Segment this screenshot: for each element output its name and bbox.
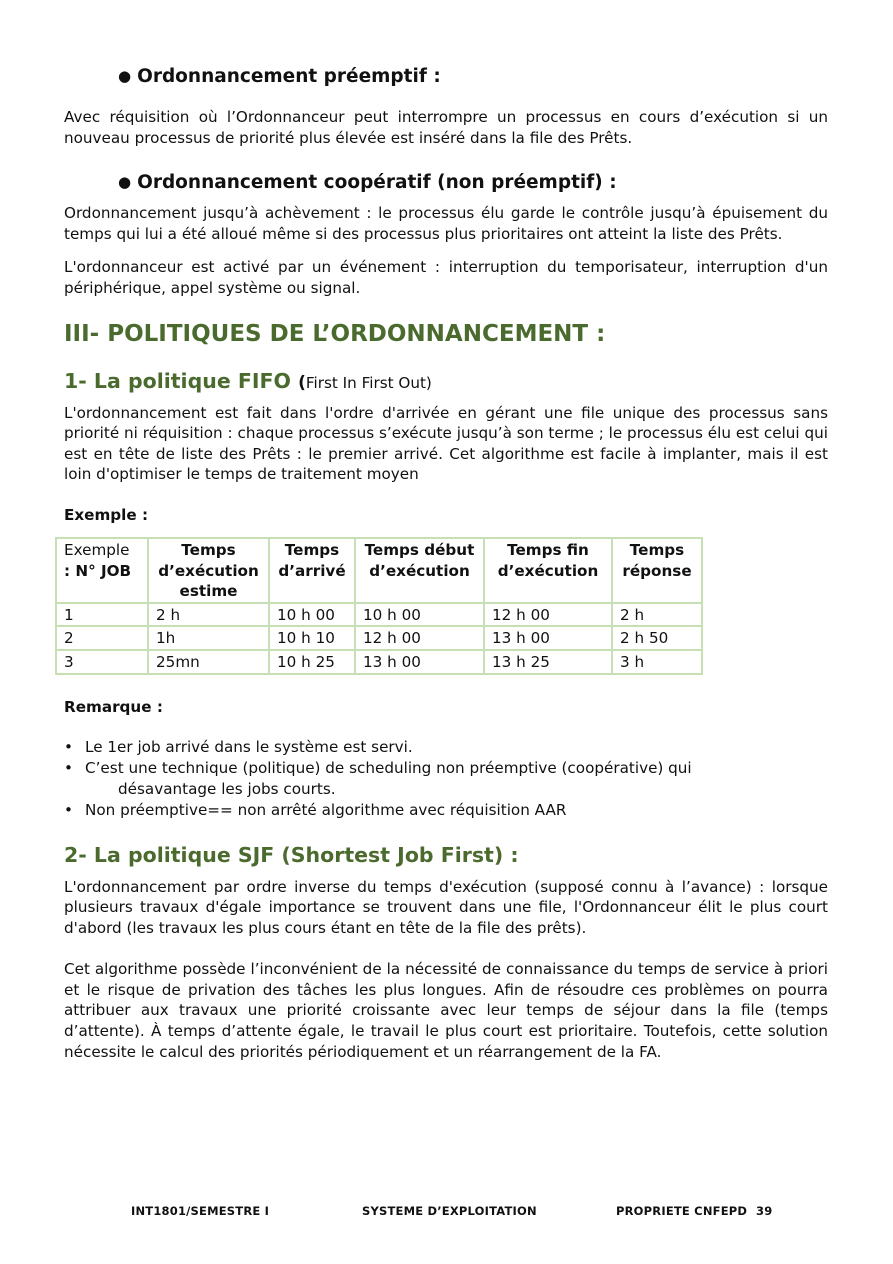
table-cell: 12 h 00 bbox=[355, 626, 484, 650]
paragraph-preemptif: Avec réquisition où l’Ordonnanceur peut interrompre un processus en cours d’exécution si un nouveau processus de priorité plus élevée est inséré dans la file des Prêts. bbox=[64, 108, 828, 147]
bullet-icon: • bbox=[64, 758, 73, 777]
table-header-cell: Temps d’arrivé bbox=[269, 538, 355, 603]
table-cell: 13 h 00 bbox=[355, 650, 484, 674]
page-number: 39 bbox=[756, 1204, 773, 1218]
table-row bbox=[56, 650, 702, 674]
remark-label: Remarque : bbox=[64, 697, 163, 716]
list-item: • Non préemptive== non arrêté algorithme avec réquisition AAR bbox=[64, 800, 567, 819]
table-cell: 25mn bbox=[148, 650, 269, 674]
table-header-cell: Exemple : N° JOB bbox=[56, 538, 148, 603]
table-header-cell: Temps début d’exécution bbox=[355, 538, 484, 603]
table-cell: 2 h bbox=[148, 603, 269, 627]
table-header-cell: Temps d’exécution estime bbox=[148, 538, 269, 603]
table-cell: 3 bbox=[56, 650, 148, 674]
remarks-list bbox=[64, 737, 828, 821]
subsection-title-sjf: 2- La politique SJF (Shortest Job First) : bbox=[64, 842, 519, 867]
table-cell: 13 h 00 bbox=[484, 626, 612, 650]
table-header-cell: Temps fin d’exécution bbox=[484, 538, 612, 603]
table-cell: 2 h 50 bbox=[612, 626, 702, 650]
footer-course: INT1801/SEMESTRE I bbox=[131, 1204, 270, 1218]
table-cell: 10 h 00 bbox=[269, 603, 355, 627]
paragraph-cooperatif-1: Ordonnancement jusqu’à achèvement : le processus élu garde le contrôle jusqu’à épuisement du temps qui lui a été alloué même si des processus plus prioritaires ont atteint la liste des Prêts. bbox=[64, 204, 828, 243]
table-cell: 10 h 25 bbox=[269, 650, 355, 674]
table-cell: 1 bbox=[56, 603, 148, 627]
paragraph-sjf-2: Cet algorithme possède l’inconvénient de la nécessité de connaissance du temps de service à priori et le risque de privation des tâches les plus longues. Afin de résoudre ces problèmes on pourra attribuer aux travaux une priorité croissante avec leur temps de séjour dans la file (temps d’attente). À temps d’attente égale, le travail le plus court est prioritaire. Toutefois, cette solution nécessite le calcul des priorités périodiquement et un réarrangement de la FA. bbox=[64, 960, 828, 1061]
table-header-row bbox=[56, 538, 702, 603]
subsection-title-fifo: 1- La politique FIFO (First In First Out) bbox=[64, 368, 432, 393]
paragraph-sjf-1: L'ordonnancement par ordre inverse du temps d'exécution (supposé connu à l’avance) : lorsque plusieurs travaux d'égale importance se trouvent dans une file, l'Ordonnanceur élit le plus court d'abord (les travaux les plus cours étant en tête de la file des prêts). bbox=[64, 877, 828, 937]
paragraph-fifo: L'ordonnancement est fait dans l'ordre d'arrivée en gérant une file unique des processus sans priorité ni réquisition : chaque processus s’exécute jusqu’à son terme ; le processus élu est celui qui est en tête de liste des Prêts : le premier arrivé. Cet algorithme est facile à implanter, mais il est loin d'optimiser le temps de traitement moyen bbox=[64, 403, 828, 484]
table-header-cell: Temps réponse bbox=[612, 538, 702, 603]
table-cell: 13 h 25 bbox=[484, 650, 612, 674]
bullet-icon: ● bbox=[118, 173, 132, 192]
bullet-icon: ● bbox=[118, 67, 132, 85]
heading-cooperatif: ● Ordonnancement coopératif (non préemptif) : bbox=[118, 172, 617, 194]
bullet-icon: • bbox=[64, 800, 73, 819]
table-row bbox=[56, 626, 702, 650]
footer-owner: PROPRIETE CNFEPD bbox=[616, 1204, 748, 1218]
example-label: Exemple : bbox=[64, 505, 149, 524]
table-cell: 2 h bbox=[612, 603, 702, 627]
fifo-table bbox=[55, 537, 703, 675]
heading-preemptif: ● Ordonnancement préemptif : bbox=[118, 66, 441, 87]
table-cell: 1h bbox=[148, 626, 269, 650]
section-title-politiques: III- POLITIQUES DE L’ORDONNANCEMENT : bbox=[64, 320, 606, 347]
footer-subject: SYSTEME D’EXPLOITATION bbox=[362, 1204, 537, 1218]
table-row bbox=[56, 603, 702, 627]
bullet-icon: • bbox=[64, 737, 73, 756]
table-cell: 10 h 10 bbox=[269, 626, 355, 650]
list-item: • Le 1er job arrivé dans le système est servi. bbox=[64, 737, 413, 756]
table-cell: 2 bbox=[56, 626, 148, 650]
table-cell: 12 h 00 bbox=[484, 603, 612, 627]
page-content bbox=[64, 62, 828, 1062]
table-cell: 10 h 00 bbox=[355, 603, 484, 627]
list-item: • C’est une technique (politique) de scheduling non préemptive (coopérative) qui désavantage les jobs courts. bbox=[64, 758, 692, 798]
paragraph-cooperatif-2: L'ordonnanceur est activé par un événement : interruption du temporisateur, interruption d'un périphérique, appel système ou signal. bbox=[64, 258, 828, 297]
page-footer bbox=[0, 1204, 893, 1224]
table-cell: 3 h bbox=[612, 650, 702, 674]
